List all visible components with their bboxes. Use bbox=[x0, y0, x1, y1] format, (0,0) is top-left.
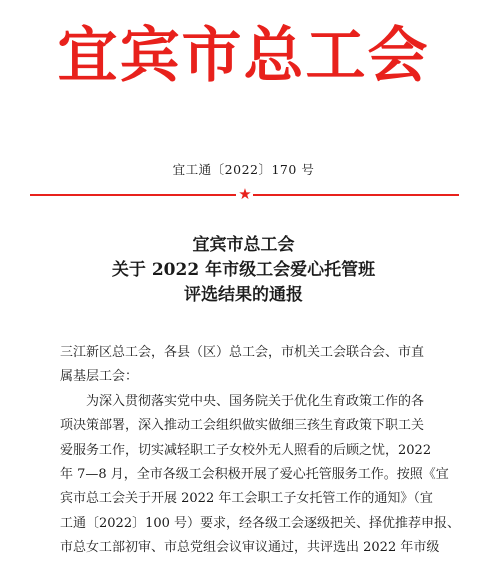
document-title bbox=[0, 233, 487, 308]
body-text-line: 工通〔2022〕100 号）要求，经各级工会逐级把关、择优推荐申报、 bbox=[60, 515, 461, 531]
body-text-line: 宾市总工会关于开展 2022 年工会职工子女托管工作的通知》（宜 bbox=[60, 491, 433, 507]
title-line-1: 宜宾市总工会 bbox=[192, 235, 295, 255]
org-masthead: 宜宾市总工会 bbox=[57, 21, 430, 91]
body-text-line: 爱服务工作，切实减轻职工子女校外无人照看的后顾之忧，2022 bbox=[60, 442, 432, 458]
document-body bbox=[60, 341, 460, 561]
body-text-line: 年 7—8 月，全市各级工会积极开展了爱心托管服务工作。按照《宜 bbox=[60, 467, 449, 483]
red-divider-right bbox=[253, 194, 459, 196]
document-number: 宜工通〔2022〕170 号 bbox=[172, 162, 315, 177]
title-line-3: 评选结果的通报 bbox=[184, 285, 303, 305]
body-text-line: 市总女工部初审、市总党组会议审议通过，共评选出 2022 年市级 bbox=[60, 540, 440, 556]
addressee-line: 属基层工会： bbox=[60, 369, 139, 385]
title-line-2: 关于 2022 年市级工会爱心托管班 bbox=[111, 260, 376, 280]
body-text-line: 为深入贯彻落实党中央、国务院关于优化生育政策工作的各 bbox=[86, 393, 425, 409]
addressee-line: 三江新区总工会，各县（区）总工会，市机关工会联合会、市直 bbox=[60, 345, 425, 360]
red-divider-left bbox=[30, 194, 236, 196]
body-text-line: 项决策部署，深入推动工会组织做实做细三孩生育政策下职工关 bbox=[60, 418, 425, 434]
star-icon: ★ bbox=[238, 185, 252, 203]
